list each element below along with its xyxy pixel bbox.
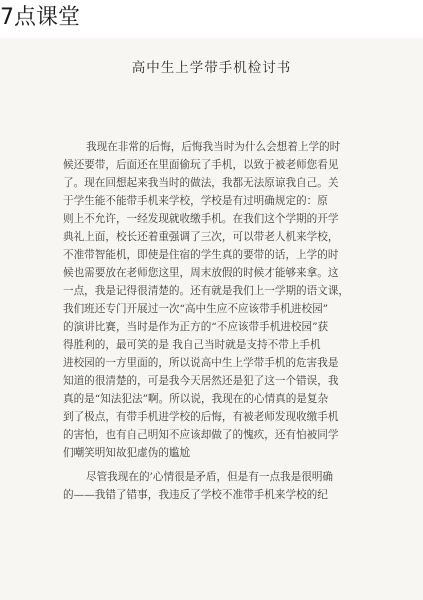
paragraph-line: 到了极点，有带手机进学校的后悔，有被老师发现收缴手机: [63, 411, 339, 423]
paragraph-line: 的演讲比赛，当时是作为正方的“不应该带手机进校园”获: [63, 321, 329, 333]
paragraph-line: 我现在非常的后悔，后悔我当时为什么会想着上学的时: [86, 141, 341, 153]
paragraph-line: 我们班还专门开展过一次“高中生应不应该带手机进校园”: [63, 303, 329, 315]
paragraph-line: 了。现在回想起来我当时的做法，我都无法原谅我自己。关: [63, 177, 339, 189]
paragraph-line: 尽管我现在的’心情很是矛盾，但是有一点我是很明确: [86, 471, 334, 483]
paragraph-line: 得胜利的，最可笑的是 我自己当时就是支持不带上手机: [63, 339, 321, 351]
paragraph-line: 候也需要放在老师您这里，周末放假的时候才能够来拿。这: [63, 267, 339, 279]
site-header-label: 7点课堂: [0, 5, 80, 30]
paragraph-line: 的害怕，也有自己明知不应该却做了的愧疚，还有怕被同学: [63, 429, 339, 441]
paragraph-line: 候还要带，后面还在里面偷玩了手机，以致于被老师您看见: [63, 159, 339, 171]
paragraph-line: 进校园的一方里面的，所以说高中生上学带手机的危害我是: [63, 357, 339, 369]
paragraph-line: 们嘲笑明知故犯虚伪的尴尬: [63, 447, 191, 459]
paragraph-line: 知道的很清楚的，可是我今天居然还是犯了这一个错误，我: [63, 375, 339, 387]
paragraph-line: 不准带智能机，即使是住宿的学生真的要带的话，上学的时: [63, 249, 339, 261]
paragraph-line: 的——我错了错事，我违反了学校不准带手机来学校的纪: [63, 489, 328, 501]
paragraph-line: 真的是“知法犯法”啊。所以说，我现在的心情真的是复杂: [63, 393, 329, 405]
paragraph-line: 典礼上面，校长还着重强调了三次，可以带老人机来学校，: [63, 231, 339, 243]
document-title: 高中生上学带手机检讨书: [131, 60, 292, 76]
scanned-document-page: [0, 38, 423, 600]
paragraph-line: 则上不允许，一经发现就收缴手机。在我们这个学期的开学: [63, 213, 339, 225]
paragraph-line: 于学生能不能带手机来学校，学校是有过明确规定的：原: [63, 195, 328, 207]
paragraph-line: 一点，我是记得很清楚的。还有就是我们上一学期的语文课，: [63, 285, 350, 297]
